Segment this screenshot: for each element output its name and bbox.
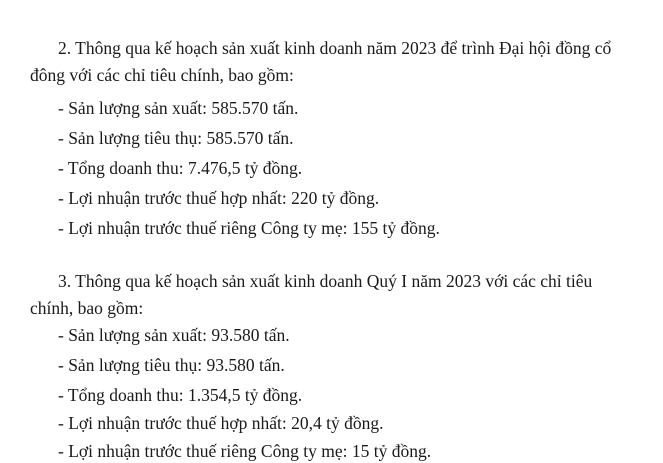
section-3-item-production: - Sản lượng sản xuất: 93.580 tấn. — [58, 325, 290, 345]
section-2-item-parent-profit: - Lợi nhuận trước thuế riêng Công ty mẹ: 155 tỷ đồng. — [58, 218, 440, 238]
section-3-item-revenue: - Tổng doanh thu: 1.354,5 tỷ đồng. — [58, 385, 303, 405]
section-2-item-consumption: - Sản lượng tiêu thụ: 585.570 tấn. — [58, 128, 294, 148]
section-2-intro-line-2: đông với các chỉ tiêu chính, bao gồm: — [30, 65, 294, 85]
section-2-item-revenue: - Tổng doanh thu: 7.476,5 tỷ đồng. — [58, 158, 303, 178]
section-2-item-production: - Sản lượng sản xuất: 585.570 tấn. — [58, 98, 299, 118]
section-2-intro-line-1: 2. Thông qua kế hoạch sản xuất kinh doanh năm 2023 để trình Đại hội đồng cổ — [58, 38, 612, 58]
section-3-item-consolidated-profit: - Lợi nhuận trước thuế hợp nhất: 20,4 tỷ đồng. — [58, 413, 384, 433]
section-3-intro-line-1: 3. Thông qua kế hoạch sản xuất kinh doanh Quý I năm 2023 với các chỉ tiêu — [58, 271, 593, 291]
section-2-item-consolidated-profit: - Lợi nhuận trước thuế hợp nhất: 220 tỷ đồng. — [58, 188, 380, 208]
section-3-item-parent-profit: - Lợi nhuận trước thuế riêng Công ty mẹ: 15 tỷ đồng. — [58, 441, 432, 461]
section-3-item-consumption: - Sản lượng tiêu thụ: 93.580 tấn. — [58, 355, 285, 375]
section-3-intro-line-2: chính, bao gồm: — [30, 298, 144, 318]
